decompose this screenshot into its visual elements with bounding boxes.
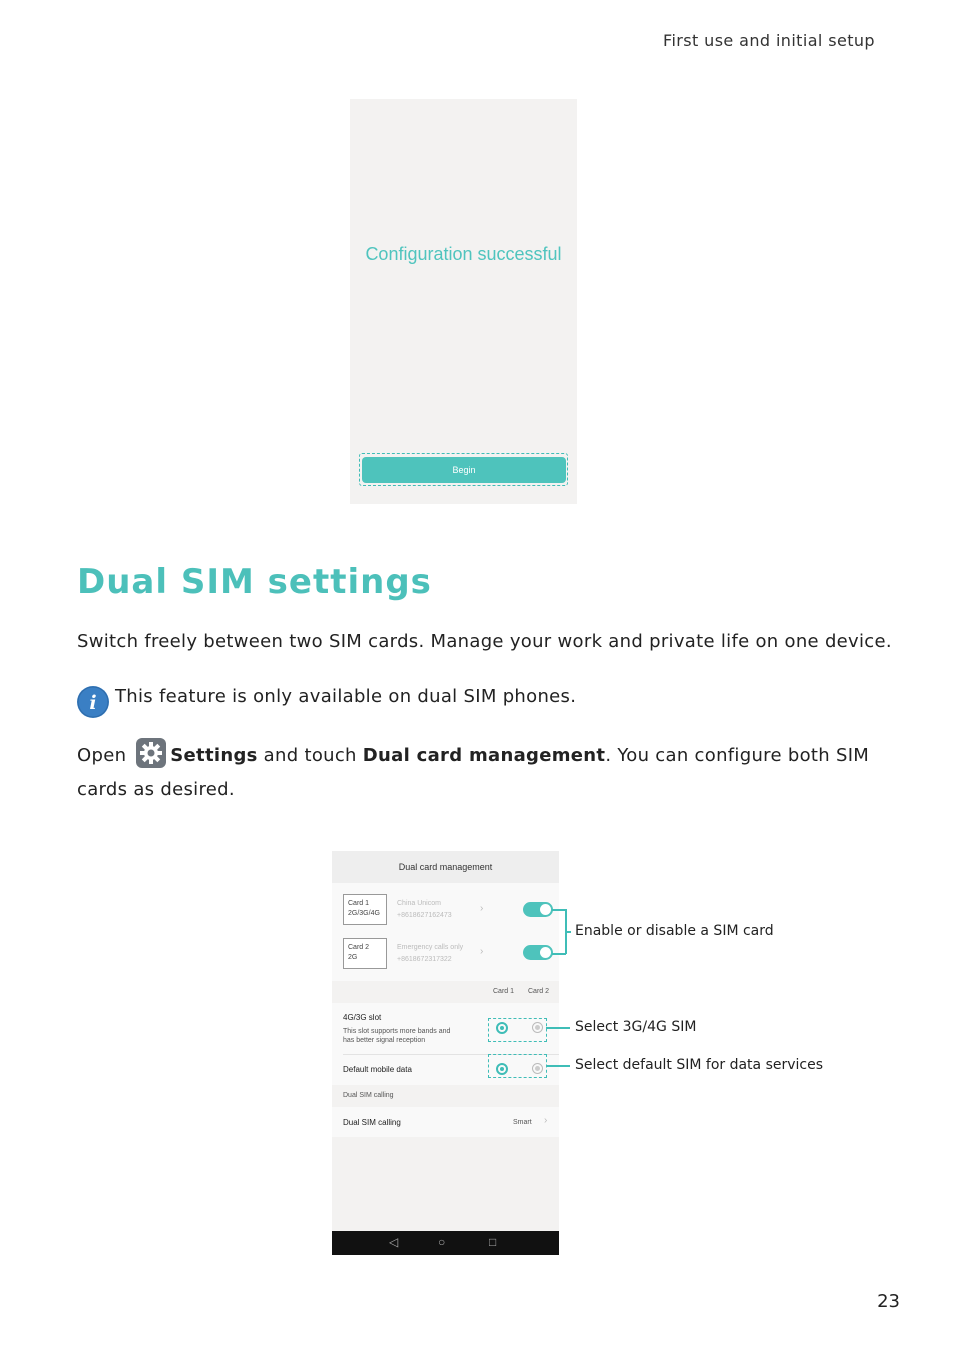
data-card2-radio[interactable]	[532, 1063, 543, 1074]
begin-button[interactable]: Begin	[362, 457, 566, 483]
home-icon[interactable]: ○	[438, 1235, 446, 1249]
intro-text: Switch freely between two SIM cards. Manage your work and private life on one device.	[77, 631, 892, 652]
callout-select-sim: Select 3G/4G SIM	[575, 1019, 697, 1035]
data-card1-radio[interactable]	[496, 1063, 508, 1075]
dual-card-screen	[332, 851, 559, 1255]
page-number: 23	[877, 1291, 900, 1312]
slot-desc-line1: This slot supports more bands and	[343, 1028, 451, 1035]
card1-type: 2G/3G/4G	[348, 910, 380, 917]
configuration-screen	[350, 99, 577, 504]
card2-sim-icon	[343, 938, 387, 969]
card1-label: Card 1	[348, 900, 370, 907]
instruction-paragraph	[77, 738, 877, 807]
card1-carrier: China Unicom	[397, 900, 441, 907]
card2-label: Card 2	[348, 944, 370, 951]
settings-gear-icon	[136, 738, 166, 768]
card2-toggle[interactable]	[523, 945, 553, 960]
instruction-rest: . You can configure both SIM cards as desired.	[77, 745, 870, 800]
callout-select-data: Select default SIM for data services	[575, 1057, 824, 1073]
callout-enable: Enable or disable a SIM card	[575, 923, 774, 939]
back-icon[interactable]: ◁	[389, 1235, 399, 1249]
running-header: First use and initial setup	[663, 31, 875, 50]
card2-number: +8618672317322	[397, 956, 452, 963]
callout-line	[546, 1027, 570, 1029]
slot-description	[343, 1027, 450, 1045]
configuration-message: Configuration successful	[365, 244, 562, 264]
mobile-data-label: Default mobile data	[343, 1065, 412, 1074]
card1-sim-icon	[343, 894, 387, 925]
callout-line	[552, 909, 566, 911]
recents-icon[interactable]: □	[489, 1235, 497, 1249]
dual-card-label: Dual card management	[362, 745, 606, 766]
dual-calling-label: Dual SIM calling	[343, 1118, 401, 1127]
slot-card2-radio[interactable]	[532, 1022, 543, 1033]
open-word: Open	[77, 745, 127, 766]
slot-card1-radio[interactable]	[496, 1022, 508, 1034]
settings-label: Settings	[170, 745, 258, 766]
info-icon	[77, 686, 109, 718]
slot-title: 4G/3G slot	[343, 1013, 382, 1022]
card2-carrier: Emergency calls only	[397, 944, 464, 951]
card2-type: 2G	[348, 954, 358, 961]
card1-chevron-right-icon[interactable]: ›	[480, 903, 484, 914]
dual-calling-section-header: Dual SIM calling	[343, 1092, 394, 1099]
slot-desc-line2: has better signal reception	[343, 1037, 426, 1044]
section-title: Dual SIM settings	[77, 562, 432, 602]
card1-number: +8618627162473	[397, 912, 452, 919]
svg-text:i: i	[89, 692, 97, 714]
navigation-bar	[332, 1231, 559, 1255]
dual-calling-value: Smart	[513, 1119, 532, 1126]
note-text: This feature is only available on dual SIM phones.	[115, 686, 577, 707]
card1-toggle[interactable]	[523, 902, 553, 917]
screen-title: Dual card management	[332, 851, 559, 883]
column-card2: Card 2	[528, 988, 550, 995]
dual-calling-chevron-right-icon[interactable]: ›	[544, 1115, 548, 1126]
and-touch-text: and touch	[257, 745, 363, 766]
callout-line	[565, 931, 571, 933]
card1-info	[397, 898, 452, 922]
callout-line	[546, 1065, 570, 1067]
column-card1: Card 1	[493, 988, 515, 995]
callout-line	[552, 953, 566, 955]
card2-info	[397, 942, 463, 966]
card2-chevron-right-icon[interactable]: ›	[480, 946, 484, 957]
